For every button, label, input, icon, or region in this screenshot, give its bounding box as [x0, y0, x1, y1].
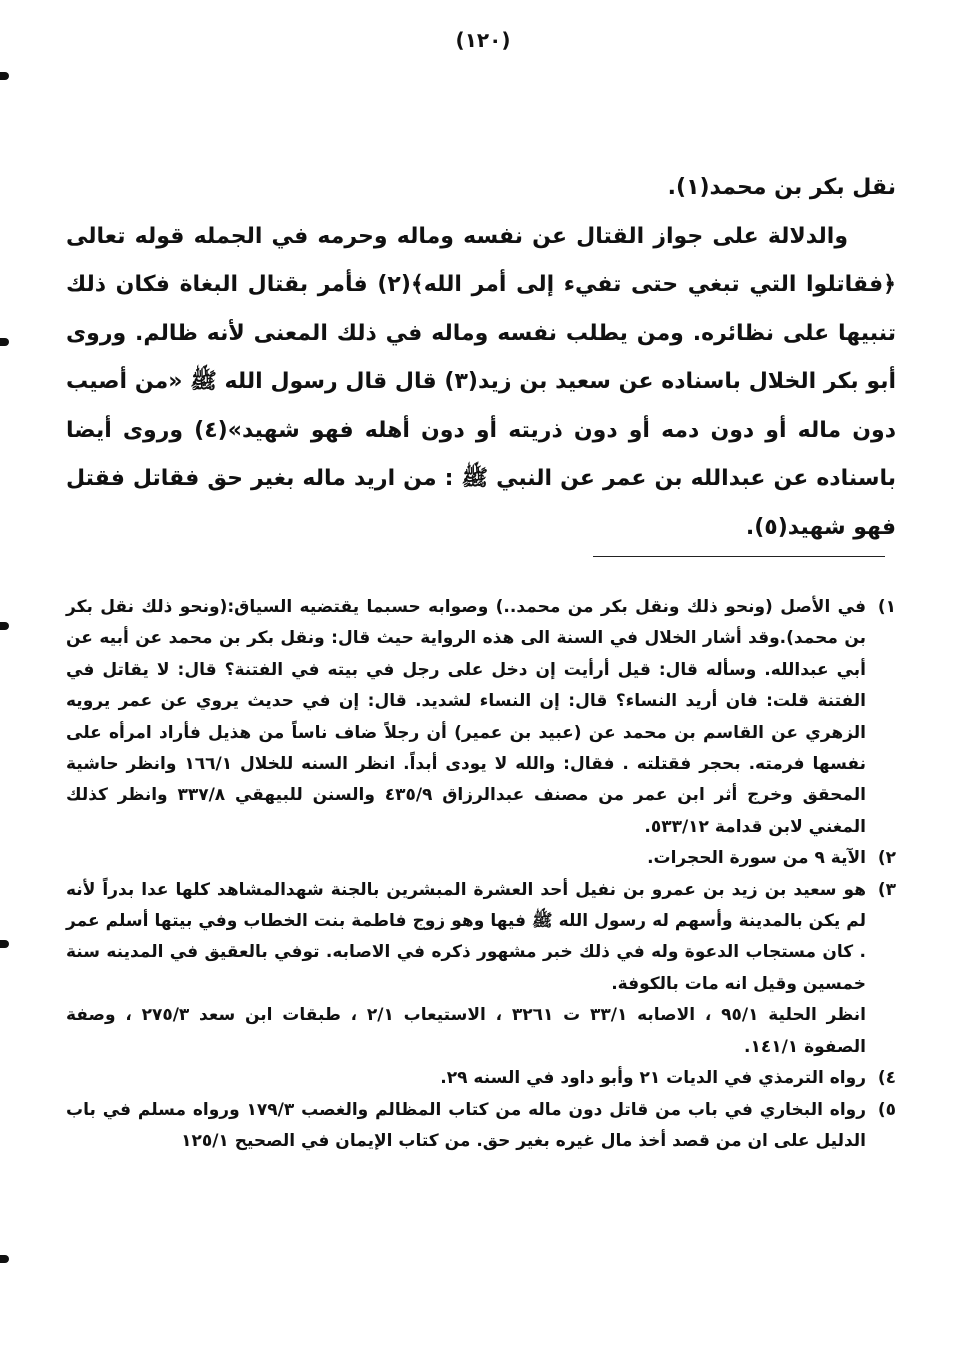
footnote-line: انظر الحلية ٩٥/١ ، الاصابه ٣٣/١ ت ٣٢٦١ ، الاستيعاب ٢/١ ، طبقات ابن سعد ٢٧٥/٣ ، وصفة الصفوة ١٤١/١.	[66, 1005, 867, 1057]
footnote-1	[66, 592, 896, 843]
footnote-line: في الأصل (ونحو ذلك ونقل بكر من محمد..) وصوابه حسبما يقتضيه السياق:(ونحو ذلك نقل بكر بن محمد).وقد أشار الخلال في السنة الى هذه الرواية حيث قال: ونقل بكر بن محمد عن أبيه عن أبي عبدالله. وسأله قال: قيل أرأيت إن دخل على رجل في بيته في الفتنة؟ قال: لا يقاتل في الفتنة قلت: فان أريد النساء؟ قال: إن النساء لشديد. قال: إن في حديث يروي عن عمر يرويه الزهري عن القاسم بن محمد عن (عبيد بن عمير) أن رجلاً ضاف ناساً من هذيل فأراد امرأه على نفسها فرمته. بحجر فقتلته . فقال: والله لا يودى أبداً. انظر السنه للخلال ١٦٦/١ وانظر حاشية المحقق وخرج أثر ابن عمر من مصنف عبدالرزاق ٤٣٥/٩ والسنن للبيهقي ٣٣٧/٨ وانظر كذلك المغني لابن قدامة ٥٣٣/١٢.	[66, 597, 867, 837]
scan-edge-mark	[0, 72, 9, 80]
footnote-line: رواه الترمذي في الديات ٢١ وأبو داود في السنه ٢٩.	[440, 1068, 866, 1089]
footnote-number: ١)	[877, 597, 896, 617]
footnote-separator	[593, 556, 885, 557]
footnote-number: ٣)	[877, 879, 896, 900]
footnote-number: ٢)	[877, 848, 896, 869]
page-number: (١٢٠)	[455, 28, 511, 52]
footnote-text	[66, 843, 866, 874]
footnote-text	[66, 875, 866, 1063]
footnote-line: رواه البخاري في باب من قاتل دون ماله من كتاب المظالم والغصب ١٧٩/٣ ورواه مسلم في باب الدليل على ان من قصد أخذ مال غيره بغير حق. من كتاب الإيمان في الصحيح ١٢٥/١	[66, 1099, 866, 1151]
paragraph: نقل بكر بن محمد(١).	[667, 175, 896, 200]
scan-edge-mark	[0, 940, 9, 948]
footnote-2	[66, 843, 896, 874]
footnote-line: هو سعيد بن زيد بن عمرو بن نفيل أحد العشرة المبشرين بالجنة شهدالمشاهد كلها عدا بدراً لأنه لم يكن بالمدينة وأسهم له رسول الله ﷺ فيها وهو زوج فاطمة بنت الخطاب وفي بيتها أسلم عمر . كان مستجاب الدعوة وله في ذلك خبر مشهور ذكره في الاصابه. توفي بالعقيق في المدينه سنة خمسين وقيل انه مات بالكوفة.	[66, 879, 866, 994]
footnote-4	[66, 1063, 896, 1094]
footnotes	[66, 592, 896, 1157]
scan-edge-mark	[0, 1255, 9, 1263]
paragraph: والدلالة على جواز القتال عن نفسه وماله وحرمه في الجمله قوله تعالى ﴿فقاتلوا التي تبغي حتى تفيء إلى أمر الله﴾(٢) فأمر بقتال البغاة فكان ذلك تنبيها على نظائره. ومن يطلب نفسه وماله في ذلك المعنى لأنه ظالم. وروى أبو بكر الخلال باسناده عن سعيد بن زيد(٣) قال قال رسول الله ﷺ «من أصيب دون ماله أو دون دمه أو دون ذريته أو دون أهله فهو شهيد»(٤) وروى أيضا باسناده عن عبدالله بن عمر عن النبي ﷺ : من اريد ماله بغير حق فقاتل فقتل فهو شهيد(٥).	[66, 223, 896, 540]
footnote-number: ٤)	[877, 1068, 896, 1089]
scan-edge-mark	[0, 338, 9, 346]
footnote-5	[66, 1095, 896, 1158]
footnote-text	[66, 1095, 866, 1158]
footnote-text	[66, 1063, 866, 1094]
footnote-line: الآية ٩ من سورة الحجرات.	[647, 848, 866, 869]
footnote-number: ٥)	[877, 1099, 896, 1120]
main-text	[66, 164, 896, 552]
footnote-text	[66, 592, 866, 843]
footnote-3	[66, 875, 896, 1063]
scan-edge-mark	[0, 622, 9, 630]
